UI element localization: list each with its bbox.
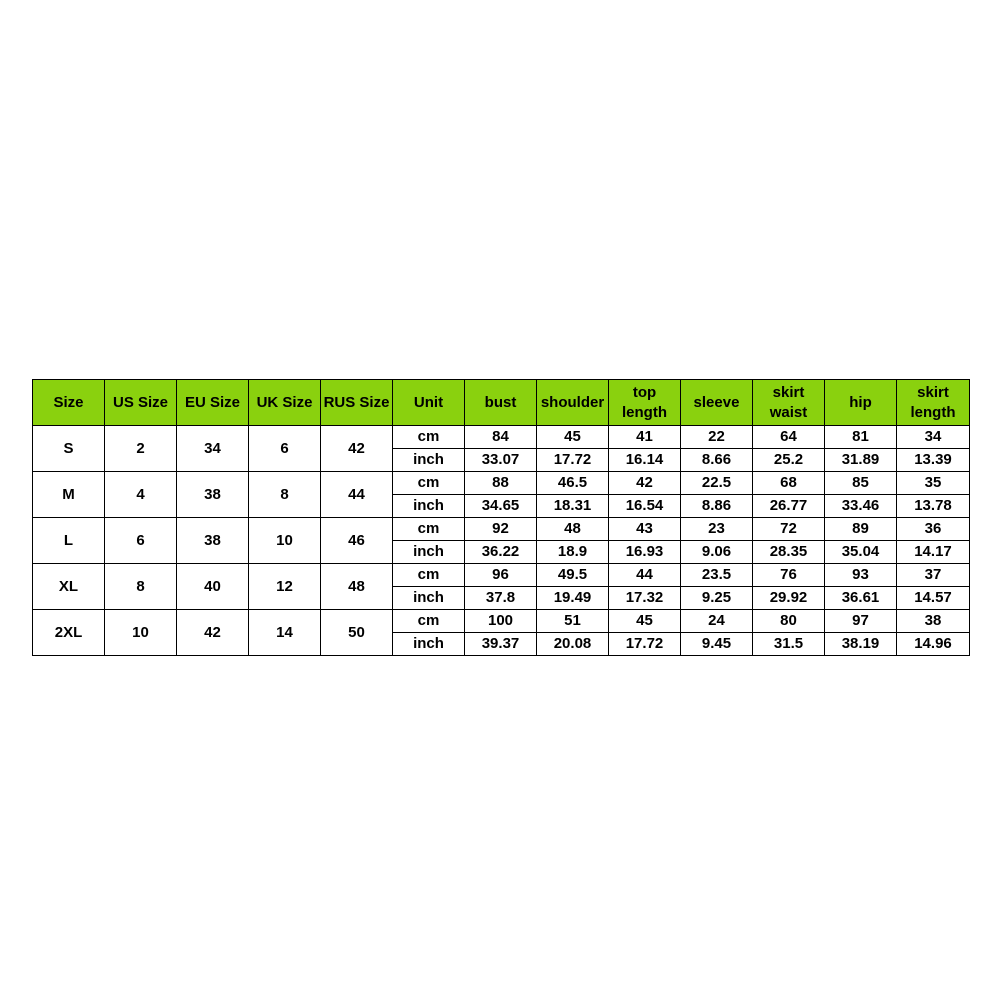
table-row (33, 426, 970, 449)
size-chart-table (32, 379, 970, 656)
eu-size-cell: 34 (177, 426, 249, 472)
hip-inch-cell: 38.19 (825, 633, 897, 656)
size-cell: S (33, 426, 105, 472)
skirt-length-cm-cell: 35 (897, 472, 970, 495)
unit-cell: cm (393, 426, 465, 449)
table-body (33, 426, 970, 656)
bust-inch-cell: 34.65 (465, 495, 537, 518)
header-unit: Unit (393, 380, 465, 426)
header-rus-size: RUS Size (321, 380, 393, 426)
unit-cell: cm (393, 472, 465, 495)
rus-size-cell: 44 (321, 472, 393, 518)
bust-cm-cell: 100 (465, 610, 537, 633)
skirt-length-inch-cell: 13.39 (897, 449, 970, 472)
top-length-cm-cell: 45 (609, 610, 681, 633)
us-size-cell: 8 (105, 564, 177, 610)
sleeve-inch-cell: 9.25 (681, 587, 753, 610)
top-length-inch-cell: 17.32 (609, 587, 681, 610)
hip-inch-cell: 35.04 (825, 541, 897, 564)
bust-inch-cell: 33.07 (465, 449, 537, 472)
rus-size-cell: 50 (321, 610, 393, 656)
sleeve-cm-cell: 23 (681, 518, 753, 541)
top-length-cm-cell: 42 (609, 472, 681, 495)
skirt-length-inch-cell: 14.17 (897, 541, 970, 564)
table-row (33, 472, 970, 495)
table-row (33, 518, 970, 541)
bust-inch-cell: 39.37 (465, 633, 537, 656)
unit-cell: inch (393, 449, 465, 472)
bust-cm-cell: 84 (465, 426, 537, 449)
skirt-length-inch-cell: 14.57 (897, 587, 970, 610)
shoulder-inch-cell: 20.08 (537, 633, 609, 656)
unit-cell: cm (393, 610, 465, 633)
size-chart (32, 379, 969, 656)
us-size-cell: 6 (105, 518, 177, 564)
us-size-cell: 4 (105, 472, 177, 518)
rus-size-cell: 42 (321, 426, 393, 472)
top-length-inch-cell: 16.14 (609, 449, 681, 472)
hip-cm-cell: 89 (825, 518, 897, 541)
shoulder-cm-cell: 51 (537, 610, 609, 633)
header-sleeve: sleeve (681, 380, 753, 426)
sleeve-inch-cell: 8.86 (681, 495, 753, 518)
bust-inch-cell: 36.22 (465, 541, 537, 564)
unit-cell: inch (393, 495, 465, 518)
hip-cm-cell: 93 (825, 564, 897, 587)
hip-inch-cell: 31.89 (825, 449, 897, 472)
header-skirt-waist: skirt waist (753, 380, 825, 426)
skirt-length-cm-cell: 34 (897, 426, 970, 449)
header-top-length: top length (609, 380, 681, 426)
skirt-waist-inch-cell: 31.5 (753, 633, 825, 656)
uk-size-cell: 12 (249, 564, 321, 610)
sleeve-inch-cell: 9.06 (681, 541, 753, 564)
top-length-cm-cell: 41 (609, 426, 681, 449)
uk-size-cell: 6 (249, 426, 321, 472)
shoulder-inch-cell: 18.9 (537, 541, 609, 564)
hip-inch-cell: 36.61 (825, 587, 897, 610)
top-length-cm-cell: 43 (609, 518, 681, 541)
skirt-length-inch-cell: 14.96 (897, 633, 970, 656)
size-cell: XL (33, 564, 105, 610)
unit-cell: inch (393, 633, 465, 656)
skirt-waist-inch-cell: 25.2 (753, 449, 825, 472)
bust-cm-cell: 92 (465, 518, 537, 541)
skirt-waist-cm-cell: 80 (753, 610, 825, 633)
header-size: Size (33, 380, 105, 426)
header-hip: hip (825, 380, 897, 426)
hip-cm-cell: 85 (825, 472, 897, 495)
rus-size-cell: 46 (321, 518, 393, 564)
top-length-inch-cell: 17.72 (609, 633, 681, 656)
skirt-waist-cm-cell: 64 (753, 426, 825, 449)
skirt-length-cm-cell: 36 (897, 518, 970, 541)
header-skirt-length: skirt length (897, 380, 970, 426)
size-cell: 2XL (33, 610, 105, 656)
header-eu-size: EU Size (177, 380, 249, 426)
rus-size-cell: 48 (321, 564, 393, 610)
bust-inch-cell: 37.8 (465, 587, 537, 610)
shoulder-cm-cell: 48 (537, 518, 609, 541)
skirt-length-cm-cell: 38 (897, 610, 970, 633)
skirt-waist-cm-cell: 72 (753, 518, 825, 541)
uk-size-cell: 8 (249, 472, 321, 518)
shoulder-cm-cell: 45 (537, 426, 609, 449)
top-length-inch-cell: 16.93 (609, 541, 681, 564)
header-shoulder: shoulder (537, 380, 609, 426)
table-row (33, 564, 970, 587)
eu-size-cell: 38 (177, 518, 249, 564)
bust-cm-cell: 88 (465, 472, 537, 495)
shoulder-inch-cell: 18.31 (537, 495, 609, 518)
skirt-waist-inch-cell: 26.77 (753, 495, 825, 518)
shoulder-inch-cell: 19.49 (537, 587, 609, 610)
header-uk-size: UK Size (249, 380, 321, 426)
unit-cell: inch (393, 541, 465, 564)
shoulder-cm-cell: 49.5 (537, 564, 609, 587)
table-header (33, 380, 970, 426)
size-cell: L (33, 518, 105, 564)
skirt-length-cm-cell: 37 (897, 564, 970, 587)
skirt-length-inch-cell: 13.78 (897, 495, 970, 518)
us-size-cell: 2 (105, 426, 177, 472)
skirt-waist-inch-cell: 29.92 (753, 587, 825, 610)
skirt-waist-cm-cell: 68 (753, 472, 825, 495)
top-length-cm-cell: 44 (609, 564, 681, 587)
unit-cell: cm (393, 564, 465, 587)
skirt-waist-inch-cell: 28.35 (753, 541, 825, 564)
eu-size-cell: 40 (177, 564, 249, 610)
sleeve-cm-cell: 23.5 (681, 564, 753, 587)
bust-cm-cell: 96 (465, 564, 537, 587)
sleeve-cm-cell: 22 (681, 426, 753, 449)
eu-size-cell: 42 (177, 610, 249, 656)
top-length-inch-cell: 16.54 (609, 495, 681, 518)
table-row (33, 610, 970, 633)
sleeve-cm-cell: 22.5 (681, 472, 753, 495)
hip-cm-cell: 97 (825, 610, 897, 633)
sleeve-cm-cell: 24 (681, 610, 753, 633)
skirt-waist-cm-cell: 76 (753, 564, 825, 587)
uk-size-cell: 14 (249, 610, 321, 656)
us-size-cell: 10 (105, 610, 177, 656)
header-bust: bust (465, 380, 537, 426)
hip-cm-cell: 81 (825, 426, 897, 449)
size-cell: M (33, 472, 105, 518)
shoulder-cm-cell: 46.5 (537, 472, 609, 495)
sleeve-inch-cell: 9.45 (681, 633, 753, 656)
hip-inch-cell: 33.46 (825, 495, 897, 518)
unit-cell: cm (393, 518, 465, 541)
unit-cell: inch (393, 587, 465, 610)
header-row (33, 380, 970, 426)
uk-size-cell: 10 (249, 518, 321, 564)
header-us-size: US Size (105, 380, 177, 426)
sleeve-inch-cell: 8.66 (681, 449, 753, 472)
eu-size-cell: 38 (177, 472, 249, 518)
shoulder-inch-cell: 17.72 (537, 449, 609, 472)
